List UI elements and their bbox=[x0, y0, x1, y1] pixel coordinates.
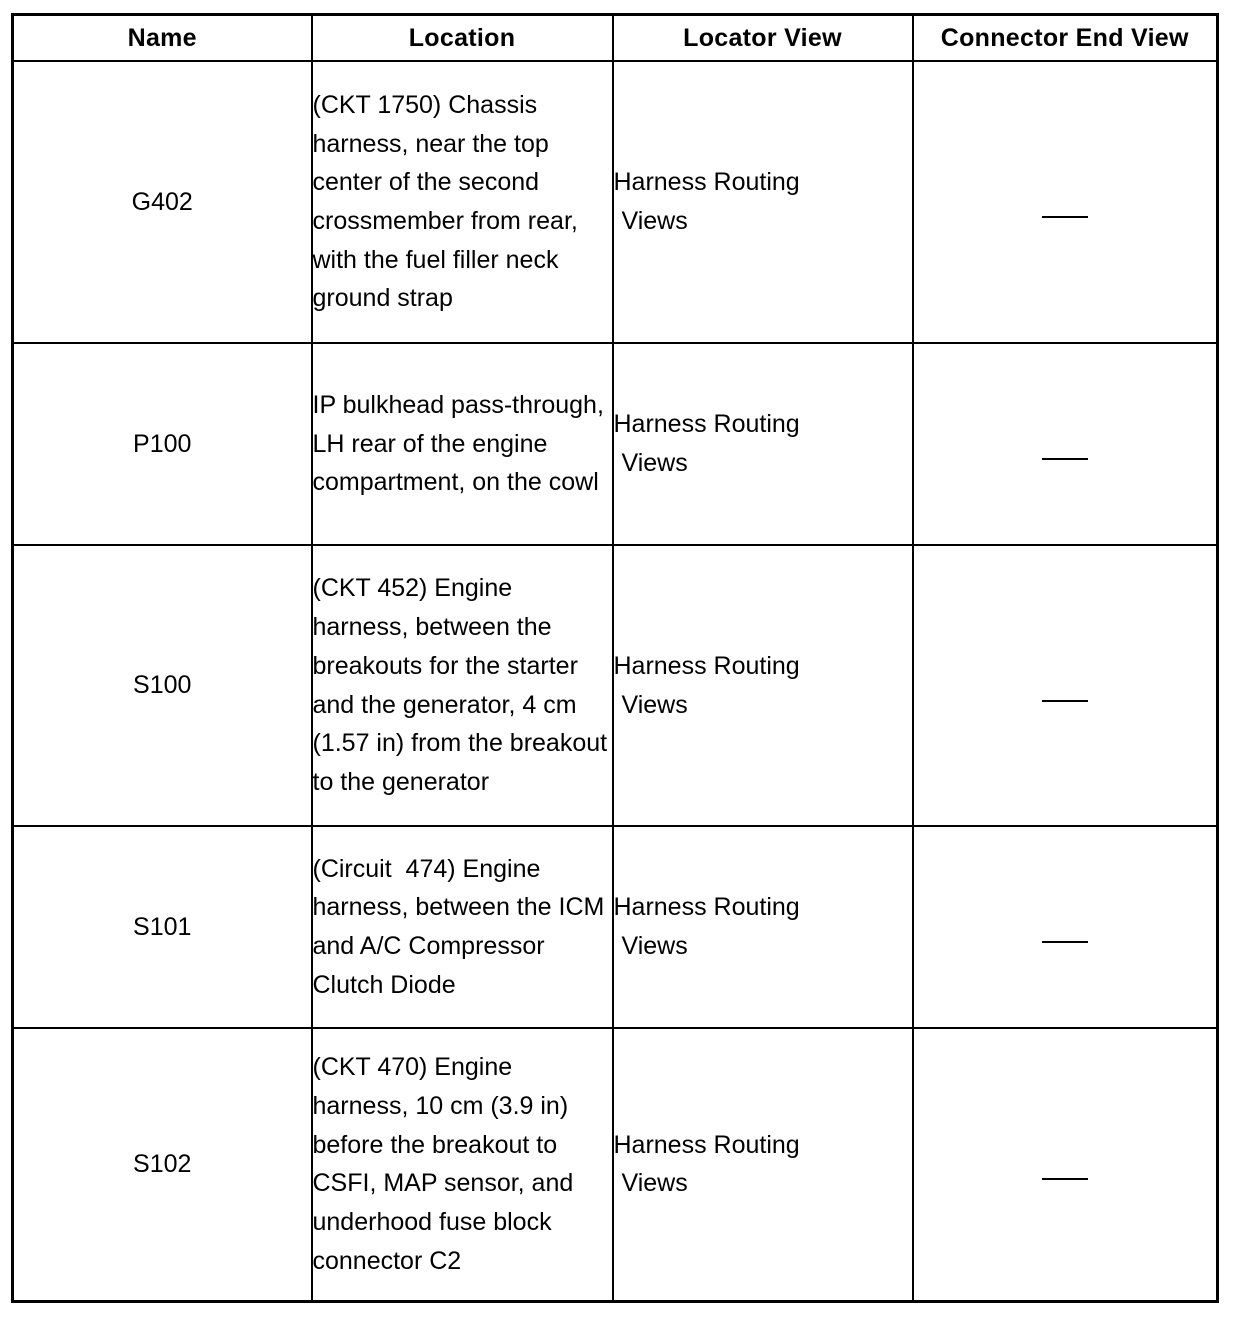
row-location-cell: (CKT 470) Engine harness, 10 cm (3.9 in) before the breakout to CSFI, MAP sensor, and underhood fuse block connector C2 bbox=[312, 1028, 613, 1301]
row-connector-end-view-cell bbox=[913, 343, 1218, 545]
empty-dash bbox=[1042, 941, 1088, 943]
locator-view-link-text-cont: Views bbox=[621, 449, 688, 477]
empty-dash-value bbox=[1088, 1145, 1089, 1146]
empty-dash-value bbox=[1088, 183, 1089, 184]
row-locator-view-cell bbox=[613, 826, 913, 1028]
row-location-cell: (CKT 452) Engine harness, between the breakouts for the starter and the generator, 4 cm (1.57 in) from the breakout to the generator bbox=[312, 545, 613, 826]
row-name-cell: P100 bbox=[13, 343, 312, 545]
table-row bbox=[13, 826, 1218, 1028]
row-connector-end-view-cell bbox=[913, 61, 1218, 343]
header-locator-view: Locator View bbox=[613, 15, 913, 62]
header-name: Name bbox=[13, 15, 312, 62]
header-location: Location bbox=[312, 15, 613, 62]
table-row bbox=[13, 1028, 1218, 1301]
table-row bbox=[13, 61, 1218, 343]
locator-view-link-text: Harness Routing bbox=[613, 410, 800, 439]
row-name-cell: S100 bbox=[13, 545, 312, 826]
empty-dash bbox=[1042, 458, 1088, 460]
empty-dash-value bbox=[1088, 425, 1089, 426]
row-location-cell: IP bulkhead pass-through, LH rear of the engine compartment, on the cowl bbox=[312, 343, 613, 545]
locator-view-link-text-cont: Views bbox=[621, 932, 688, 960]
table-header-row bbox=[13, 15, 1218, 62]
locator-view-link-text-cont: Views bbox=[621, 690, 688, 719]
locator-view-link-text: Harness Routing bbox=[613, 893, 800, 922]
empty-dash-value bbox=[1088, 908, 1089, 909]
header-connector-end-view: Connector End View bbox=[913, 15, 1218, 62]
table-row bbox=[13, 343, 1218, 545]
row-location-cell: (CKT 1750) Chassis harness, near the top center of the second crossmember from rear, with the fuel filler neck ground strap bbox=[312, 61, 613, 343]
row-locator-view-cell bbox=[613, 545, 913, 826]
empty-dash bbox=[1042, 1178, 1088, 1180]
locator-view-link-text-cont: Views bbox=[621, 207, 688, 235]
row-locator-view-cell bbox=[613, 61, 913, 343]
row-locator-view-cell bbox=[613, 343, 913, 545]
table-row bbox=[13, 545, 1218, 826]
locator-view-link-text: Harness Routing bbox=[613, 651, 800, 680]
locator-view-link-text: Harness Routing bbox=[613, 168, 800, 197]
component-locator-table bbox=[11, 13, 1219, 1303]
row-connector-end-view-cell bbox=[913, 1028, 1218, 1301]
row-connector-end-view-cell bbox=[913, 545, 1218, 826]
row-locator-view-cell bbox=[613, 1028, 913, 1301]
row-location-cell: (Circuit 474) Engine harness, between the ICM and A/C Compressor Clutch Diode bbox=[312, 826, 613, 1028]
locator-view-link-text-cont: Views bbox=[621, 1169, 688, 1198]
row-name-cell: S101 bbox=[13, 826, 312, 1028]
row-name-cell: S102 bbox=[13, 1028, 312, 1301]
row-name-cell: G402 bbox=[13, 61, 312, 343]
empty-dash bbox=[1042, 700, 1088, 702]
empty-dash-value bbox=[1088, 666, 1089, 667]
row-connector-end-view-cell bbox=[913, 826, 1218, 1028]
empty-dash bbox=[1042, 216, 1088, 218]
locator-view-link-text: Harness Routing bbox=[613, 1130, 800, 1159]
